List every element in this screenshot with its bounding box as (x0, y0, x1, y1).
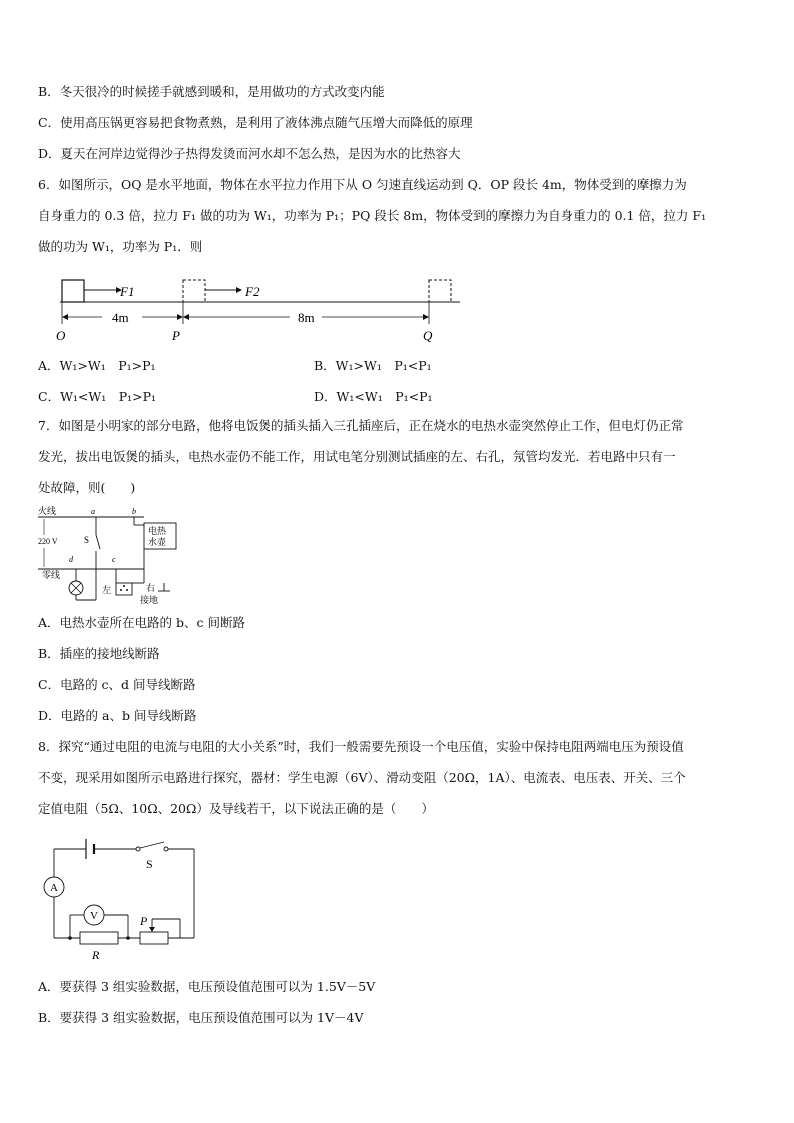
socket-left-label: 左 (102, 585, 112, 595)
q8-stem-line1: 8．探究“通过电阻的电流与电阻的大小关系”时，我们一般需要先预设一个电压值，实验中保持电阻两端电压为预设值 (38, 739, 684, 754)
switch-s-label: S (146, 857, 153, 871)
point-d: d (69, 555, 73, 564)
q7-stem-line1: 7．如图是小明家的部分电路，他将电饭煲的插头插入三孔插座后，正在烧水的电热水壶突然停止工作，但电灯仍正常 (38, 418, 684, 433)
q8-option-b: B．要获得 3 组实验数据，电压预设值范围可以为 1V－4V (38, 1010, 364, 1025)
q6-option-b: B．W₁>W₁ P₁<P₁ (314, 358, 432, 373)
resistor-r (80, 932, 118, 944)
voltmeter-label: V (90, 910, 98, 922)
slider-p-label: P (140, 914, 148, 928)
q6-stem-line2: 自身重力的 0.3 倍，拉力 F₁ 做的功为 W₁，功率为 P₁；PQ 段长 8m，物体受到的摩擦力为自身重力的 0.1 倍，拉力 F₁ (38, 208, 707, 223)
q7-option-c: C．电路的 c、d 间导线断路 (38, 677, 196, 692)
point-b: b (132, 507, 136, 516)
q6-figure (40, 272, 480, 344)
q6-option-c: C．W₁<W₁ P₁>P₁ (38, 389, 157, 404)
voltage-label: 220 V (38, 537, 58, 546)
label-o: O (56, 328, 66, 343)
socket-icon (116, 583, 132, 595)
rheostat-icon (140, 932, 168, 944)
f1-label: F1 (120, 284, 135, 299)
q7-option-b: B．插座的接地线断路 (38, 646, 160, 661)
point-c: c (112, 555, 116, 564)
neutral-wire-label: 零线 (42, 570, 61, 580)
q6-stem-line1: 6．如图所示，OQ 是水平地面，物体在水平拉力作用下从 O 匀速直线运动到 Q．OP 段长 4m，物体受到的摩擦力为 (38, 177, 687, 192)
q7-circuit-figure (36, 505, 181, 605)
dashed-block-q (429, 280, 451, 302)
q8-stem-line3: 定值电阻（5Ω、10Ω、20Ω）及导线若干，以下说法正确的是（ ） (38, 801, 434, 816)
q7-stem-line2: 发光，拔出电饭煲的插头，电热水壶仍不能工作，用试电笔分别测试插座的左、右孔，氖管均发光．若电路中只有一 (38, 449, 676, 464)
prev-option-d: D．夏天在河岸边觉得沙子热得发烫而河水却不怎么热，是因为水的比热容大 (38, 146, 461, 161)
q7-option-d: D．电路的 a、b 间导线断路 (38, 708, 197, 723)
label-p: P (172, 328, 180, 343)
prev-option-c: C．使用高压锅更容易把食物煮熟，是利用了液体沸点随气压增大而降低的原理 (38, 115, 473, 130)
q7-stem-line3: 处故障，则( ) (38, 480, 136, 495)
block-at-o (62, 280, 84, 302)
label-q: Q (423, 328, 433, 343)
resistor-r-label: R (92, 948, 100, 962)
live-wire-label: 火线 (38, 506, 57, 516)
switch-s-label: S (84, 535, 90, 545)
dashed-block-p (183, 280, 205, 302)
kettle-label-2: 水壶 (148, 537, 167, 547)
q6-stem-line3: 做的功为 W₁，功率为 P₁．则 (38, 239, 203, 254)
q7-option-a: A．电热水壶所在电路的 b、c 间断路 (38, 615, 245, 630)
socket-right-label: 右 (146, 583, 156, 593)
prev-option-b: B．冬天很冷的时候搓手就感到暖和，是用做功的方式改变内能 (38, 84, 385, 99)
ground-label: 接地 (140, 595, 159, 605)
dist-4m: 4m (112, 310, 129, 325)
dist-8m: 8m (298, 310, 315, 325)
q6-option-d: D．W₁<W₁ P₁<P₁ (314, 389, 433, 404)
point-a: a (91, 507, 95, 516)
kettle-label-1: 电热 (148, 526, 167, 536)
f2-label: F2 (245, 284, 260, 299)
q8-option-a: A．要获得 3 组实验数据，电压预设值范围可以为 1.5V－5V (38, 979, 376, 994)
q8-stem-line2: 不变，现采用如图所示电路进行探究，器材：学生电源（6V）、滑动变阻（20Ω，1A）、电流表、电压表、开关、三个 (38, 770, 686, 785)
ammeter-label: A (50, 882, 58, 894)
q8-circuit-figure (40, 835, 210, 965)
q6-option-a: A．W₁>W₁ P₁>P₁ (38, 358, 156, 373)
